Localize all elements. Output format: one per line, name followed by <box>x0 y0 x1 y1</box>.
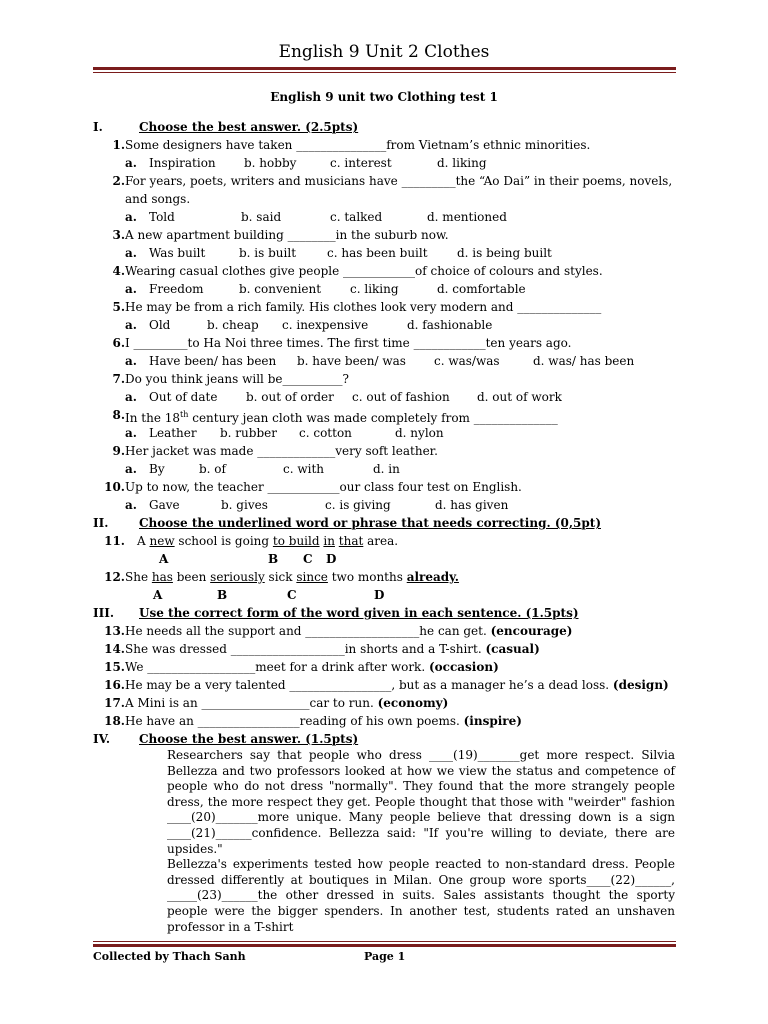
question-number: 6. <box>112 336 125 350</box>
footer-rule-thick <box>93 944 676 947</box>
option-d: d. liking <box>437 156 487 170</box>
section-heading <box>93 514 683 532</box>
answer-options <box>93 154 683 172</box>
question-number: 16. <box>104 678 125 692</box>
footer-page-number: Page 1 <box>364 950 406 963</box>
section-title: Choose the best answer. (1.5pts) <box>139 732 359 746</box>
option-letter: a. <box>125 282 137 296</box>
question <box>93 226 683 244</box>
question <box>93 172 683 190</box>
question <box>93 334 683 352</box>
question-number: 12. <box>104 570 125 584</box>
question <box>93 370 683 388</box>
option-d: d. is being built <box>457 246 552 260</box>
letter-d: D <box>374 588 385 602</box>
question <box>93 640 683 658</box>
question-number: 8. <box>112 408 125 422</box>
question-number: 3. <box>112 228 125 242</box>
question-number: 7. <box>112 372 125 386</box>
option-a: Inspiration <box>149 156 216 170</box>
question-text: He may be from a rich family. His clothes look very modern and ______________ <box>125 300 602 314</box>
question-text: Up to now, the teacher ____________our class four test on English. <box>125 480 522 494</box>
question <box>93 694 683 712</box>
question-text: A new school is going to build in that area. <box>137 534 399 548</box>
page-header-title: English 9 Unit 2 Clothes <box>278 42 490 62</box>
option-c: c. interest <box>330 156 392 170</box>
letter-a: A <box>159 552 169 566</box>
underline-letters <box>93 550 683 568</box>
passage-paragraph: Researchers say that people who dress ____(19)_______get more respect. Silvia Bellezza and two professors looked at how we view the status and competence of people who do not dress "normally". They found that the more strangely people dress, the more respect they get. People thought that those with "weirder" fashion ____(20)_______more unique. Many people believe that dressing down is a sign ____(21)______confidence. Bellezza said: "If you're willing to deviate, there are upsides." <box>167 748 675 856</box>
word-hint: (encourage) <box>490 624 573 638</box>
footer-rule-thin <box>93 941 676 942</box>
option-b: b. of <box>199 462 226 476</box>
reading-passage <box>167 748 675 935</box>
option-c: c. cotton <box>299 426 352 440</box>
section-number: III. <box>93 606 115 620</box>
question-text: In the 18th century jean cloth was made completely from ______________ <box>125 410 558 425</box>
option-c: c. has been built <box>327 246 428 260</box>
section-number: I. <box>93 120 103 134</box>
letter-b: B <box>268 552 279 566</box>
question-continuation <box>93 190 683 208</box>
question <box>93 406 683 424</box>
question <box>93 658 683 676</box>
question <box>93 136 683 154</box>
question-number: 13. <box>104 624 125 638</box>
section-heading <box>93 118 683 136</box>
answer-options <box>93 280 683 298</box>
option-c: c. was/was <box>434 354 500 368</box>
question-text: Some designers have taken _______________from Vietnam’s ethnic minorities. <box>125 138 591 152</box>
option-b: b. convenient <box>239 282 322 296</box>
letter-c: C <box>287 588 297 602</box>
passage-paragraph: Bellezza's experiments tested how people reacted to non-standard dress. People dressed differently at boutiques in Milan. One group wore sports____(22)______, _____(23)______the other dressed in suits. Sales assistants thought the sporty people were the bigger spenders. In another test, students rated an unshaven professor in a T-shirt <box>167 857 675 934</box>
question <box>93 712 683 730</box>
answer-options <box>93 316 683 334</box>
option-letter: a. <box>125 354 137 368</box>
option-b: b. said <box>241 210 282 224</box>
question-text: He may be a very talented _________________, but as a manager he’s a dead loss. (design) <box>125 678 669 692</box>
question-text: She was dressed ___________________in shorts and a T-shirt. (casual) <box>125 642 540 656</box>
section-heading <box>93 730 683 748</box>
option-a: Was built <box>149 246 206 260</box>
word-hint: (occasion) <box>428 660 499 674</box>
question-number: 9. <box>112 444 125 458</box>
question-text: Wearing casual clothes give people ____________of choice of colours and styles. <box>125 264 603 278</box>
option-a: By <box>149 462 165 476</box>
word-hint: (inspire) <box>463 714 522 728</box>
question-text: Do you think jeans will be__________? <box>125 372 349 386</box>
letter-c: C <box>303 552 313 566</box>
letter-b: B <box>217 588 228 602</box>
option-b: b. is built <box>239 246 297 260</box>
answer-options <box>93 208 683 226</box>
question-text: He needs all the support and ___________________he can get. (encourage) <box>125 624 573 638</box>
option-d: d. nylon <box>395 426 444 440</box>
question-text: A new apartment building ________in the suburb now. <box>125 228 449 242</box>
option-letter: a. <box>125 390 137 404</box>
header-rule-thin <box>93 72 676 73</box>
option-c: c. out of fashion <box>352 390 450 404</box>
test-content <box>93 118 683 934</box>
option-letter: a. <box>125 462 137 476</box>
question <box>93 442 683 460</box>
section-heading <box>93 604 683 622</box>
question-text: For years, poets, writers and musicians have _________the “Ao Dai” in their poems, novels, <box>125 174 673 188</box>
option-b: b. cheap <box>207 318 259 332</box>
question-number: 2. <box>112 174 125 188</box>
question-text: A Mini is an __________________car to run. (economy) <box>125 696 449 710</box>
answer-options <box>93 388 683 406</box>
option-d: d. comfortable <box>437 282 526 296</box>
underline-letters <box>93 586 683 604</box>
question <box>93 478 683 496</box>
section-number: IV. <box>93 732 111 746</box>
test-subtitle: English 9 unit two Clothing test 1 <box>270 90 498 104</box>
option-a: Out of date <box>149 390 218 404</box>
word-hint: (economy) <box>377 696 449 710</box>
question <box>93 676 683 694</box>
option-letter: a. <box>125 246 137 260</box>
question-number: 11. <box>104 534 125 548</box>
question-text: We __________________meet for a drink after work. (occasion) <box>125 660 499 674</box>
option-d: d. in <box>373 462 400 476</box>
footer-collector: Collected by Thach Sanh <box>93 950 246 963</box>
question <box>93 298 683 316</box>
question-number: 1. <box>112 138 125 152</box>
question-number: 10. <box>104 480 125 494</box>
option-a: Old <box>149 318 171 332</box>
option-letter: a. <box>125 210 137 224</box>
option-c: c. with <box>283 462 325 476</box>
option-a: Told <box>149 210 175 224</box>
option-c: c. talked <box>330 210 383 224</box>
option-a: Have been/ has been <box>149 354 277 368</box>
question-number: 15. <box>104 660 125 674</box>
option-b: b. have been/ was <box>297 354 406 368</box>
question-text: I _________to Ha Noi three times. The first time ____________ten years ago. <box>125 336 572 350</box>
section-title: Use the correct form of the word given in each sentence. (1.5pts) <box>139 606 579 620</box>
option-b: b. hobby <box>244 156 297 170</box>
option-d: d. mentioned <box>427 210 507 224</box>
option-letter: a. <box>125 318 137 332</box>
option-b: b. gives <box>221 498 268 512</box>
letter-a: A <box>153 588 163 602</box>
section-title: Choose the underlined word or phrase that needs correcting. (0,5pt) <box>139 516 601 530</box>
question-number: 5. <box>112 300 125 314</box>
option-d: d. was/ has been <box>533 354 635 368</box>
header-rule-thick <box>93 67 676 70</box>
option-d: d. fashionable <box>407 318 493 332</box>
option-b: b. out of order <box>246 390 334 404</box>
question-text: He have an _________________reading of his own poems. (inspire) <box>125 714 522 728</box>
question-text: and songs. <box>125 192 191 206</box>
question <box>93 532 683 550</box>
option-a: Gave <box>149 498 180 512</box>
option-letter: a. <box>125 156 137 170</box>
question-number: 4. <box>112 264 125 278</box>
answer-options <box>93 460 683 478</box>
option-letter: a. <box>125 426 137 440</box>
word-hint: (design) <box>612 678 669 692</box>
section-number: II. <box>93 516 109 530</box>
option-d: d. out of work <box>477 390 562 404</box>
answer-options <box>93 352 683 370</box>
answer-options <box>93 244 683 262</box>
option-a: Freedom <box>149 282 204 296</box>
answer-options <box>93 424 683 442</box>
question-number: 18. <box>104 714 125 728</box>
question-number: 14. <box>104 642 125 656</box>
option-a: Leather <box>149 426 197 440</box>
word-hint: (casual) <box>485 642 540 656</box>
option-c: c. is giving <box>325 498 391 512</box>
letter-d: D <box>326 552 337 566</box>
option-c: c. liking <box>350 282 399 296</box>
option-b: b. rubber <box>220 426 277 440</box>
question-text: She has been seriously sick since two months already. <box>125 570 459 584</box>
question <box>93 622 683 640</box>
section-title: Choose the best answer. (2.5pts) <box>139 120 359 134</box>
question-number: 17. <box>104 696 125 710</box>
option-c: c. inexpensive <box>282 318 369 332</box>
question <box>93 568 683 586</box>
answer-options <box>93 496 683 514</box>
question <box>93 262 683 280</box>
option-d: d. has given <box>435 498 509 512</box>
question-text: Her jacket was made _____________very soft leather. <box>125 444 438 458</box>
option-letter: a. <box>125 498 137 512</box>
